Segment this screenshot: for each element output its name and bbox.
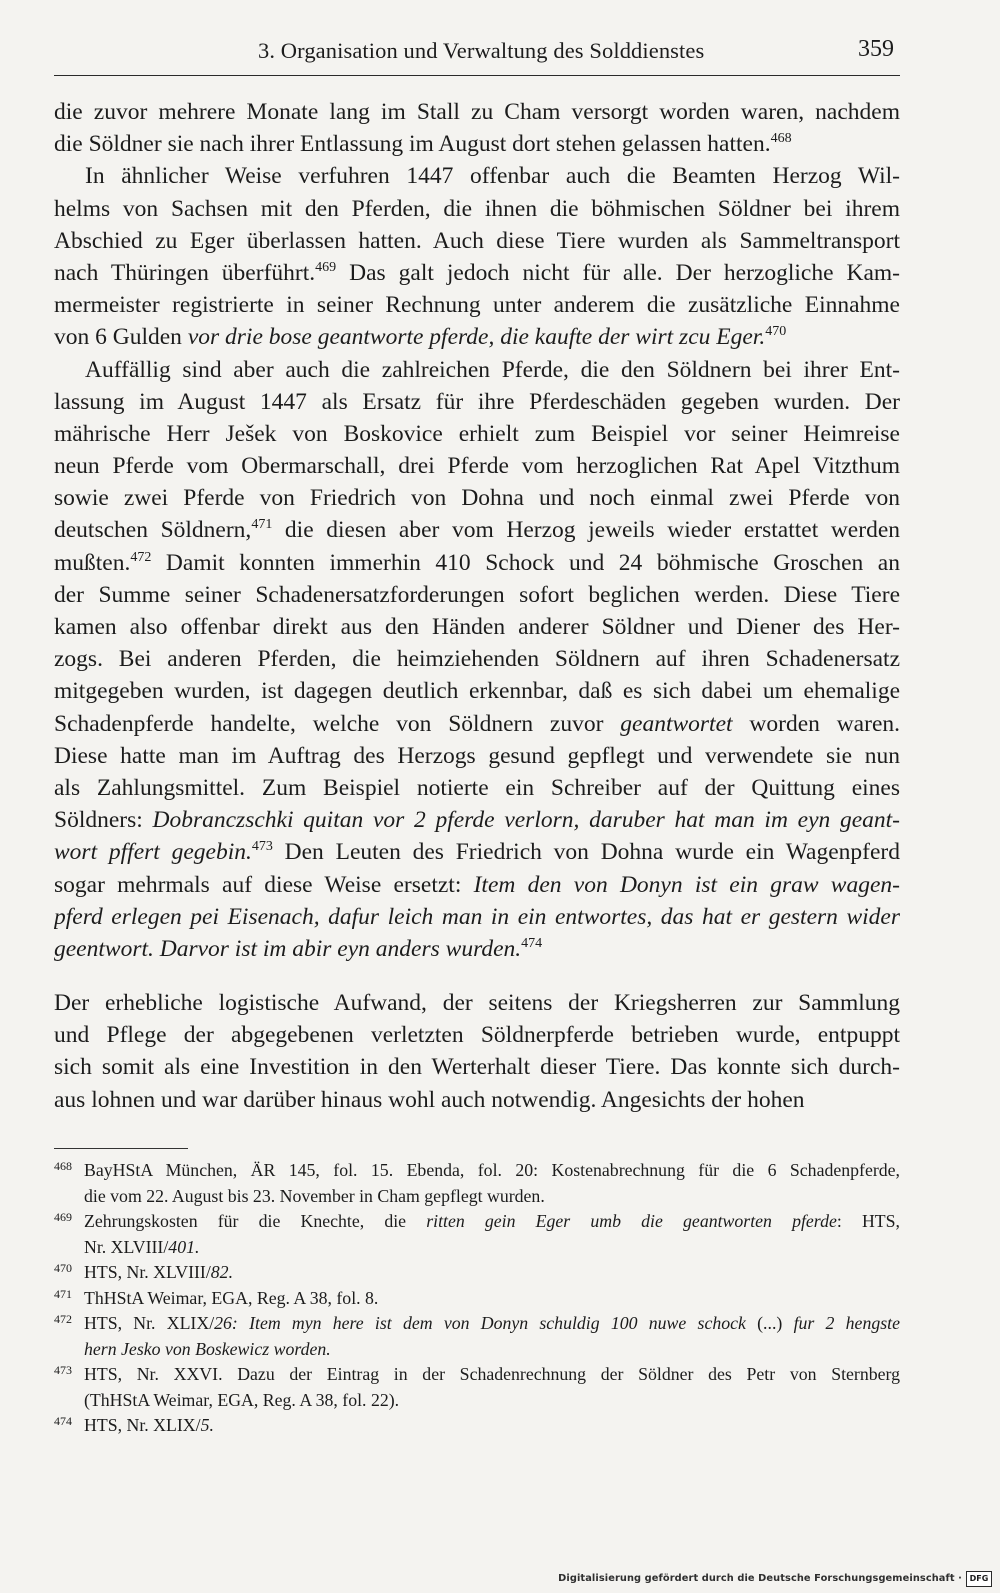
text-run: von 6 Gulden (54, 324, 188, 351)
header-rule (54, 75, 900, 76)
text-run: In ähnlicher Weise verfuhren 1447 offenbar auch die Beamten Herzog Wil- (85, 163, 900, 190)
footnote-continuation (54, 1337, 900, 1363)
text-line (54, 987, 900, 1019)
footnote-ref: 469 (315, 259, 337, 275)
footnote (54, 1413, 900, 1439)
text-line (54, 1084, 900, 1116)
text-run: Auffällig sind aber auch die zahlreichen Pferde, die den Söldnern bei ihrer Ent- (85, 356, 900, 383)
italic-text: Item den von Donyn ist ein graw wagen- (473, 871, 900, 898)
footnote (54, 1311, 900, 1362)
italic-text: 26: Item myn here ist dem von Donyn schuldig 100 nuwe schock (214, 1313, 746, 1333)
text-run: BayHStA München, ÄR 145, fol. 15. Ebenda, fol. 20: Kostenabrechnung für die 6 Schadenpferde, (84, 1160, 900, 1180)
text-line (54, 1051, 900, 1083)
footnote-ref: 470 (765, 324, 787, 340)
footnote-number: 471 (54, 1286, 72, 1301)
text-run: worden waren. (732, 710, 900, 737)
footnote-line (54, 1209, 900, 1235)
footnote (54, 1286, 900, 1312)
footnote-ref: 472 (130, 549, 152, 565)
text-line (54, 160, 900, 192)
italic-text: fur 2 hengste (793, 1313, 900, 1333)
text-line (54, 482, 900, 514)
text-run: mermeister registrierte in seiner Rechnung unter anderem die zusätzliche Einnahme (54, 292, 900, 319)
text-run: lassung im August 1447 als Ersatz für ihre Pferdeschäden gegeben wurden. Der (54, 388, 900, 415)
italic-text: geantwortet (620, 710, 733, 737)
text-line (54, 418, 900, 450)
text-line (54, 547, 900, 579)
text-run: Den Leuten des Friedrich von Dohna wurde ein Wagenpferd (272, 839, 900, 866)
footnote-ref: 474 (521, 935, 543, 951)
footnote (54, 1158, 900, 1209)
footnote-text (84, 1209, 900, 1235)
footnote-text (84, 1362, 900, 1388)
text-run: Abschied zu Eger überlassen hatten. Auch diese Tiere wurden als Sammeltransport (54, 227, 900, 254)
text-run: helms von Sachsen mit den Pferden, die ihnen die böhmischen Söldner bei ihrem (54, 195, 900, 222)
text-run: Söldners: (54, 807, 153, 834)
text-run: ThHStA Weimar, EGA, Reg. A 38, fol. 8. (84, 1287, 379, 1308)
text-run: neun Pferde vom Obermarschall, drei Pferde vom herzoglichen Rat Apel Vitzthum (54, 453, 900, 480)
footnote-ref: 473 (251, 839, 273, 855)
text-run: die Söldner sie nach ihrer Entlassung im August dort stehen gelassen hatten. (54, 131, 771, 158)
text-line (54, 225, 900, 257)
text-run: und Pflege der abgegebenen verletzten Söldnerpferde betrieben wurde, entpuppt (54, 1022, 900, 1049)
text-run: mußten. (54, 549, 131, 576)
text-run: : HTS, (836, 1211, 900, 1231)
italic-text: vor drie bose geantworte pferde, die kaufte der wirt zcu Eger. (187, 324, 766, 351)
italic-text: 82. (210, 1262, 234, 1282)
text-line (54, 321, 900, 353)
footnote (54, 1209, 900, 1260)
text-line (54, 289, 900, 321)
text-run: Nr. XLVIII/ (84, 1236, 169, 1257)
paragraph-gap (54, 965, 900, 987)
footnote-number: 470 (54, 1261, 72, 1275)
text-run: HTS, Nr. XLIX/ (84, 1415, 201, 1435)
footnote-separator (54, 1148, 188, 1149)
text-line (54, 804, 900, 836)
footnote-number: 468 (54, 1159, 72, 1173)
text-run: deutschen Söldnern, (54, 517, 252, 544)
footnote-text (84, 1260, 233, 1286)
running-header (54, 36, 900, 76)
footnote (54, 1362, 900, 1413)
footnote-line (54, 1286, 900, 1312)
text-run: der Summe seiner Schadenersatzforderungen sofort beglichen werden. Diese Tiere (54, 581, 900, 608)
footnotes (54, 1158, 900, 1439)
text-run: Damit konnten immerhin 410 Schock und 24 böhmische Groschen an (151, 549, 900, 576)
text-run: mährische Herr Ješek von Boskovice erhielt zum Beispiel vor seiner Heimreise (54, 420, 900, 447)
text-run: die vom 22. August bis 23. November in Cham gepflegt wurden. (84, 1185, 545, 1206)
italic-text: Dobranczschki quitan vor 2 pferde verlorn, daruber hat man im eyn geant- (152, 807, 900, 834)
text-line (54, 1019, 900, 1051)
text-run: sowie zwei Pferde von Friedrich von Dohna und noch einmal zwei Pferde von (54, 485, 900, 512)
text-run: (ThHStA Weimar, EGA, Reg. A 38, fol. 22). (84, 1389, 400, 1410)
footnote-number: 469 (54, 1210, 72, 1224)
text-run: zogs. Bei anderen Pferden, die heimziehenden Söldnern auf ihren Schadenersatz (54, 646, 900, 673)
footnote-line (54, 1311, 900, 1337)
text-line (54, 901, 900, 933)
text-run: die zuvor mehrere Monate lang im Stall zu Cham versorgt worden waren, nachdem (54, 99, 900, 125)
text-run: Der erhebliche logistische Aufwand, der seitens der Kriegsherren zur Sammlung (54, 990, 900, 1017)
text-run: HTS, Nr. XLVIII/ (84, 1262, 211, 1282)
text-run: HTS, Nr. XXVI. Dazu der Eintrag in der Schadenrechnung der Söldner des Petr von Sternberg (84, 1364, 900, 1384)
footnote-number: 472 (54, 1312, 72, 1326)
footnote-text (84, 1413, 214, 1439)
text-run: HTS, Nr. XLIX/ (84, 1313, 215, 1333)
text-run: Schadenpferde handelte, welche von Söldnern zuvor (54, 710, 621, 737)
italic-text: wort pffert gegebin. (54, 839, 252, 866)
footnote-ref: 471 (251, 517, 273, 533)
text-line (54, 740, 900, 772)
text-run: (...) (745, 1313, 794, 1333)
footnote (54, 1260, 900, 1286)
text-line (54, 708, 900, 740)
text-run: sich somit als eine Investition in den Werterhalt dieser Tiere. Das konnte sich durch- (54, 1054, 900, 1081)
footnote-line (54, 1158, 900, 1184)
text-line (54, 193, 900, 225)
text-line (54, 643, 900, 675)
text-run: mitgegeben wurden, ist dagegen deutlich erkennbar, daß es sich dabei um ehemalige (54, 678, 900, 705)
italic-text: geentwort. Darvor ist im abir eyn anders wurden. (54, 935, 522, 962)
text-run: Das galt jedoch nicht für alle. Der herzogliche Kam- (336, 259, 900, 286)
text-line (54, 128, 900, 160)
text-line (54, 675, 900, 707)
italic-text: ritten gein Eger umb die geantworten pferde (426, 1211, 837, 1231)
footnote-text (84, 1158, 900, 1184)
main-text (54, 96, 900, 1116)
text-line (54, 869, 900, 901)
footnote-number: 474 (54, 1414, 72, 1428)
footnote-line (54, 1413, 900, 1439)
text-line (54, 386, 900, 418)
footnote-continuation (54, 1235, 900, 1261)
footnote-line (54, 1362, 900, 1388)
text-line (54, 354, 900, 386)
text-run: Diese hatte man im Auftrag des Herzogs gesund gepflegt und verwendete sie nun (54, 742, 900, 769)
footnote-text (84, 1286, 378, 1312)
text-line (54, 450, 900, 482)
digitization-notice: Digitalisierung gefördert durch die Deutsche Forschungsgemeinschaft · (558, 1573, 962, 1584)
text-line (54, 579, 900, 611)
footnote-line (54, 1260, 900, 1286)
text-line (54, 836, 900, 868)
text-line (54, 257, 900, 289)
italic-text: 5. (200, 1415, 214, 1435)
text-line (54, 611, 900, 643)
running-title: 3. Organisation und Verwaltung des Solddienstes (258, 38, 705, 63)
text-line (54, 772, 900, 804)
footnote-number: 473 (54, 1363, 72, 1377)
footnote-text (84, 1311, 900, 1337)
text-line (54, 96, 900, 128)
text-run: kamen also offenbar direkt aus den Händen anderer Söldner und Diener des Her- (54, 614, 900, 640)
text-run: aus lohnen und war darüber hinaus wohl auch notwendig. Angesichts der hohen (54, 1086, 805, 1113)
text-run: nach Thüringen überführt. (54, 259, 316, 286)
dfg-logo: DFG (966, 1571, 992, 1587)
text-line (54, 514, 900, 546)
page-number: 359 (858, 36, 894, 62)
footnote-continuation (54, 1184, 900, 1210)
footnote-continuation (54, 1388, 900, 1414)
text-run: sogar mehrmals auf diese Weise ersetzt: (54, 871, 474, 898)
italic-text: hern Jesko von Boskewicz worden. (84, 1338, 331, 1359)
text-run: als Zahlungsmittel. Zum Beispiel notierte ein Schreiber auf der Quittung eines (54, 774, 900, 801)
italic-text: pferd erlegen pei Eisenach, dafur leich man in ein entwortes, das hat er gestern wider (54, 903, 900, 930)
text-run: die diesen aber vom Herzog jeweils wieder erstattet werden (272, 517, 900, 544)
footnote-ref: 468 (770, 131, 792, 147)
text-line (54, 933, 900, 965)
text-run: Zehrungskosten für die Knechte, die (84, 1211, 427, 1231)
italic-text: 401. (168, 1236, 200, 1257)
